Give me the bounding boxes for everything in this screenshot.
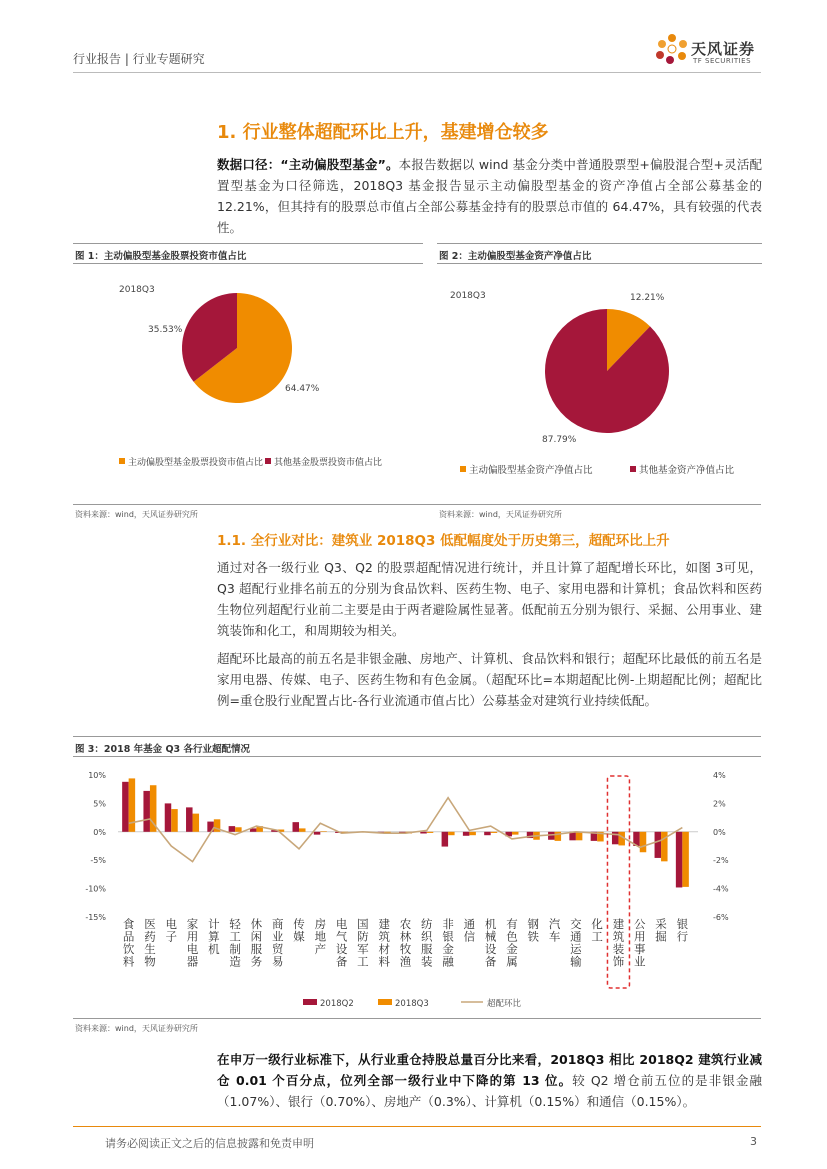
bar-2018q3 [299, 828, 306, 831]
bar-2018q2 [463, 832, 470, 836]
fig12-bottom-line [73, 504, 761, 505]
y-left-tick: -10% [85, 884, 106, 894]
x-tick-label: 农林牧渔 [399, 917, 412, 969]
bar-2018q2 [143, 791, 150, 832]
x-tick-label: 钢铁 [527, 917, 540, 944]
fig2-label-a: 12.21% [630, 293, 665, 303]
legend-swatch [303, 999, 317, 1005]
bar-2018q2 [484, 832, 491, 835]
fig1-top-line [73, 243, 423, 244]
x-tick-label: 纺织服装 [421, 917, 433, 969]
x-tick-label: 医药生物 [144, 917, 156, 969]
x-tick-label: 机械设备 [484, 917, 497, 969]
bar-2018q2 [186, 807, 193, 831]
fig1-label-b: 35.53% [148, 325, 183, 335]
fig3-bar-chart [73, 760, 761, 1015]
x-tick-label: 传媒 [293, 917, 305, 944]
bar-2018q3 [448, 832, 455, 835]
fig1-legend-swatch-b [265, 458, 271, 464]
x-tick-label: 食品饮料 [122, 917, 135, 969]
x-tick-label: 采掘 [655, 917, 667, 944]
conclusion-paragraph [217, 1049, 762, 1112]
x-tick-label: 化工 [591, 917, 603, 944]
analysis-paragraph-2: 超配环比最高的前五名是非银金融、房地产、计算机、食品饮料和银行；超配环比最低的前五名是家用电器、传媒、电子、医药生物和有色金属。（超配环比=本期超配比例-上期超配比例；超配比例=重仓股行业配置占比-各行业流通市值占比）公募基金对建筑行业持续低配。 [217, 651, 762, 708]
bar-2018q2 [442, 832, 449, 847]
bar-2018q3 [512, 832, 518, 835]
y-left-tick: 10% [88, 771, 106, 780]
fig2-legend-swatch-a [460, 466, 466, 472]
page-number: 3 [750, 1135, 757, 1148]
x-tick-label: 电气设备 [335, 917, 348, 969]
source-note-1: 资料来源：wind，天风证券研究所 [75, 510, 198, 519]
fig3-top-line [73, 736, 761, 737]
conclusion-bold: 在申万一级行业标准下，从行业重仓持股总量百分比来看，2018Q3 相比 2018Q2 建筑行业减仓 0.01 个百分点，位列全部一级行业中下降的第 13 位。 [217, 1052, 762, 1088]
breadcrumb: 行业报告 | 行业专题研究 [73, 52, 205, 66]
bar-2018q2 [293, 822, 300, 832]
fig1-legend-swatch-a [119, 458, 125, 464]
x-tick-label: 非银金融 [442, 917, 454, 969]
x-tick-label: 有色金属 [506, 917, 518, 969]
fig1-legend-a: 主动偏股型基金股票投资市值占比 [128, 458, 264, 468]
bar-2018q3 [427, 832, 434, 833]
x-tick-label: 计算机 [208, 917, 220, 956]
fig3-bottom-line [73, 1018, 761, 1019]
fig2-legend-swatch-b [630, 466, 636, 472]
fig2-caption: 图 2：主动偏股型基金资产净值占比 [439, 251, 592, 262]
bar-2018q3 [193, 814, 200, 832]
logo-sub: TF SECURITIES [693, 57, 752, 65]
bar-2018q3 [491, 832, 498, 833]
bar-2018q2 [122, 782, 129, 832]
legend-swatch [378, 999, 392, 1005]
legend-label: 2018Q3 [395, 999, 429, 1009]
bar-2018q3 [640, 832, 647, 852]
intro-paragraph [217, 154, 762, 238]
x-tick-label: 通信 [463, 917, 476, 944]
intro-bold: 数据口径：“主动偏股型基金”。 [217, 157, 399, 172]
x-tick-label: 房地产 [314, 917, 327, 956]
x-tick-label: 交通运输 [570, 917, 582, 969]
fig2-legend-b: 其他基金资产净值占比 [639, 465, 735, 476]
y-left-tick: -5% [90, 856, 106, 866]
logo-name: 天风证券 [691, 40, 756, 58]
y-right-tick: 4% [713, 771, 726, 780]
x-tick-label: 国防军工 [357, 917, 369, 969]
bar-2018q3 [469, 832, 476, 835]
y-right-tick: -4% [713, 884, 729, 894]
x-tick-label: 银行 [676, 917, 689, 944]
legend-label: 超配环比 [487, 999, 522, 1009]
fig2-label-b: 87.79% [542, 435, 577, 445]
footer-disclaimer: 请务必阅读正文之后的信息披露和免责申明 [105, 1137, 314, 1150]
fig2-pie-chart [437, 268, 762, 493]
fig2-slice-b [545, 309, 669, 433]
fig3-caption: 图 3：2018 年基金 Q3 各行业超配情况 [75, 744, 250, 755]
fig2-period: 2018Q3 [450, 291, 486, 301]
x-tick-label: 休闲服务 [250, 917, 263, 969]
x-tick-label: 商业贸易 [271, 917, 284, 969]
x-tick-label: 建筑材料 [378, 917, 390, 969]
line-overweight-change [129, 798, 683, 862]
fig2-legend-a: 主动偏股型基金资产净值占比 [469, 465, 593, 476]
fig1-legend-b: 其他基金股票投资市值占比 [274, 458, 383, 468]
x-tick-label: 建筑装饰 [612, 917, 625, 969]
fig1-period: 2018Q3 [119, 285, 155, 295]
bar-2018q3 [682, 832, 689, 887]
y-right-tick: 0% [713, 827, 726, 837]
intro-text: 本报告数据以 wind 基金分类中普通股票型+偏股混合型+灵活配置型基金为口径筛选，2018Q3 基金报告显示主动偏股型基金的资产净值占全部公募基金的 12.21%，但其持有的股票总市值占全部公募基金持有的股票总市值的 64.47%，具有较强的代表性。 [217, 157, 762, 235]
bar-2018q3 [235, 827, 242, 832]
bar-2018q2 [229, 826, 236, 832]
bar-2018q2 [676, 832, 683, 888]
y-left-tick: 0% [93, 827, 106, 837]
bar-2018q2 [655, 832, 662, 858]
bar-2018q2 [165, 803, 172, 831]
bar-2018q3 [576, 832, 583, 841]
x-tick-label: 公用事业 [634, 917, 646, 969]
bar-2018q3 [320, 831, 327, 832]
source-note-3: 资料来源：wind，天风证券研究所 [75, 1024, 198, 1033]
x-tick-label: 电子 [165, 917, 177, 944]
x-tick-label: 汽车 [548, 917, 561, 944]
x-tick-label: 家用电器 [186, 917, 199, 969]
source-note-2: 资料来源：wind，天风证券研究所 [439, 510, 562, 519]
bar-2018q2 [420, 832, 427, 834]
header-divider [73, 72, 761, 73]
y-right-tick: -2% [713, 856, 729, 866]
y-left-tick: -15% [85, 913, 106, 922]
logo-flower-icon [650, 30, 692, 66]
fig1-label-a: 64.47% [285, 384, 320, 394]
bar-2018q3 [171, 809, 178, 832]
fig2-top-line [437, 243, 762, 244]
fig3-cap-line [73, 756, 761, 757]
subsection-title: 1.1. 全行业对比：建筑业 2018Q3 低配幅度处于历史第三，超配环比上升 [217, 533, 670, 549]
conclusion-text: 较 Q2 增仓前五位的是非银金融（1.07%）、银行（0.70%）、房地产（0.3%）、计算机（0.15%）和通信（0.15%）。 [217, 1073, 762, 1109]
analysis-paragraph-1: 通过对各一级行业 Q3、Q2 的股票超配情况进行统计，并且计算了超配增长环比，如图 3可见，Q3 超配行业排名前五的分别为食品饮料、医药生物、电子、家用电器和计算机；食品饮料和医药生物位列超配行业前二主要是由于两者避险属性显著。低配前五分别为银行、采掘、公用事业、建筑装饰和化工，和周期较为相关。 [217, 560, 762, 638]
bar-2018q2 [314, 832, 321, 835]
y-right-tick: -6% [713, 913, 729, 922]
legend-label: 2018Q2 [320, 999, 354, 1009]
footer-divider [73, 1126, 761, 1127]
y-right-tick: 2% [713, 799, 726, 809]
x-tick-label: 轻工制造 [229, 917, 241, 969]
y-left-tick: 5% [93, 799, 106, 809]
fig2-cap-line [437, 263, 762, 264]
fig1-cap-line [73, 263, 423, 264]
section-title: 1. 行业整体超配环比上升，基建增仓较多 [217, 122, 549, 143]
fig1-caption: 图 1：主动偏股型基金股票投资市值占比 [75, 251, 247, 262]
fig1-pie-chart [75, 268, 420, 498]
